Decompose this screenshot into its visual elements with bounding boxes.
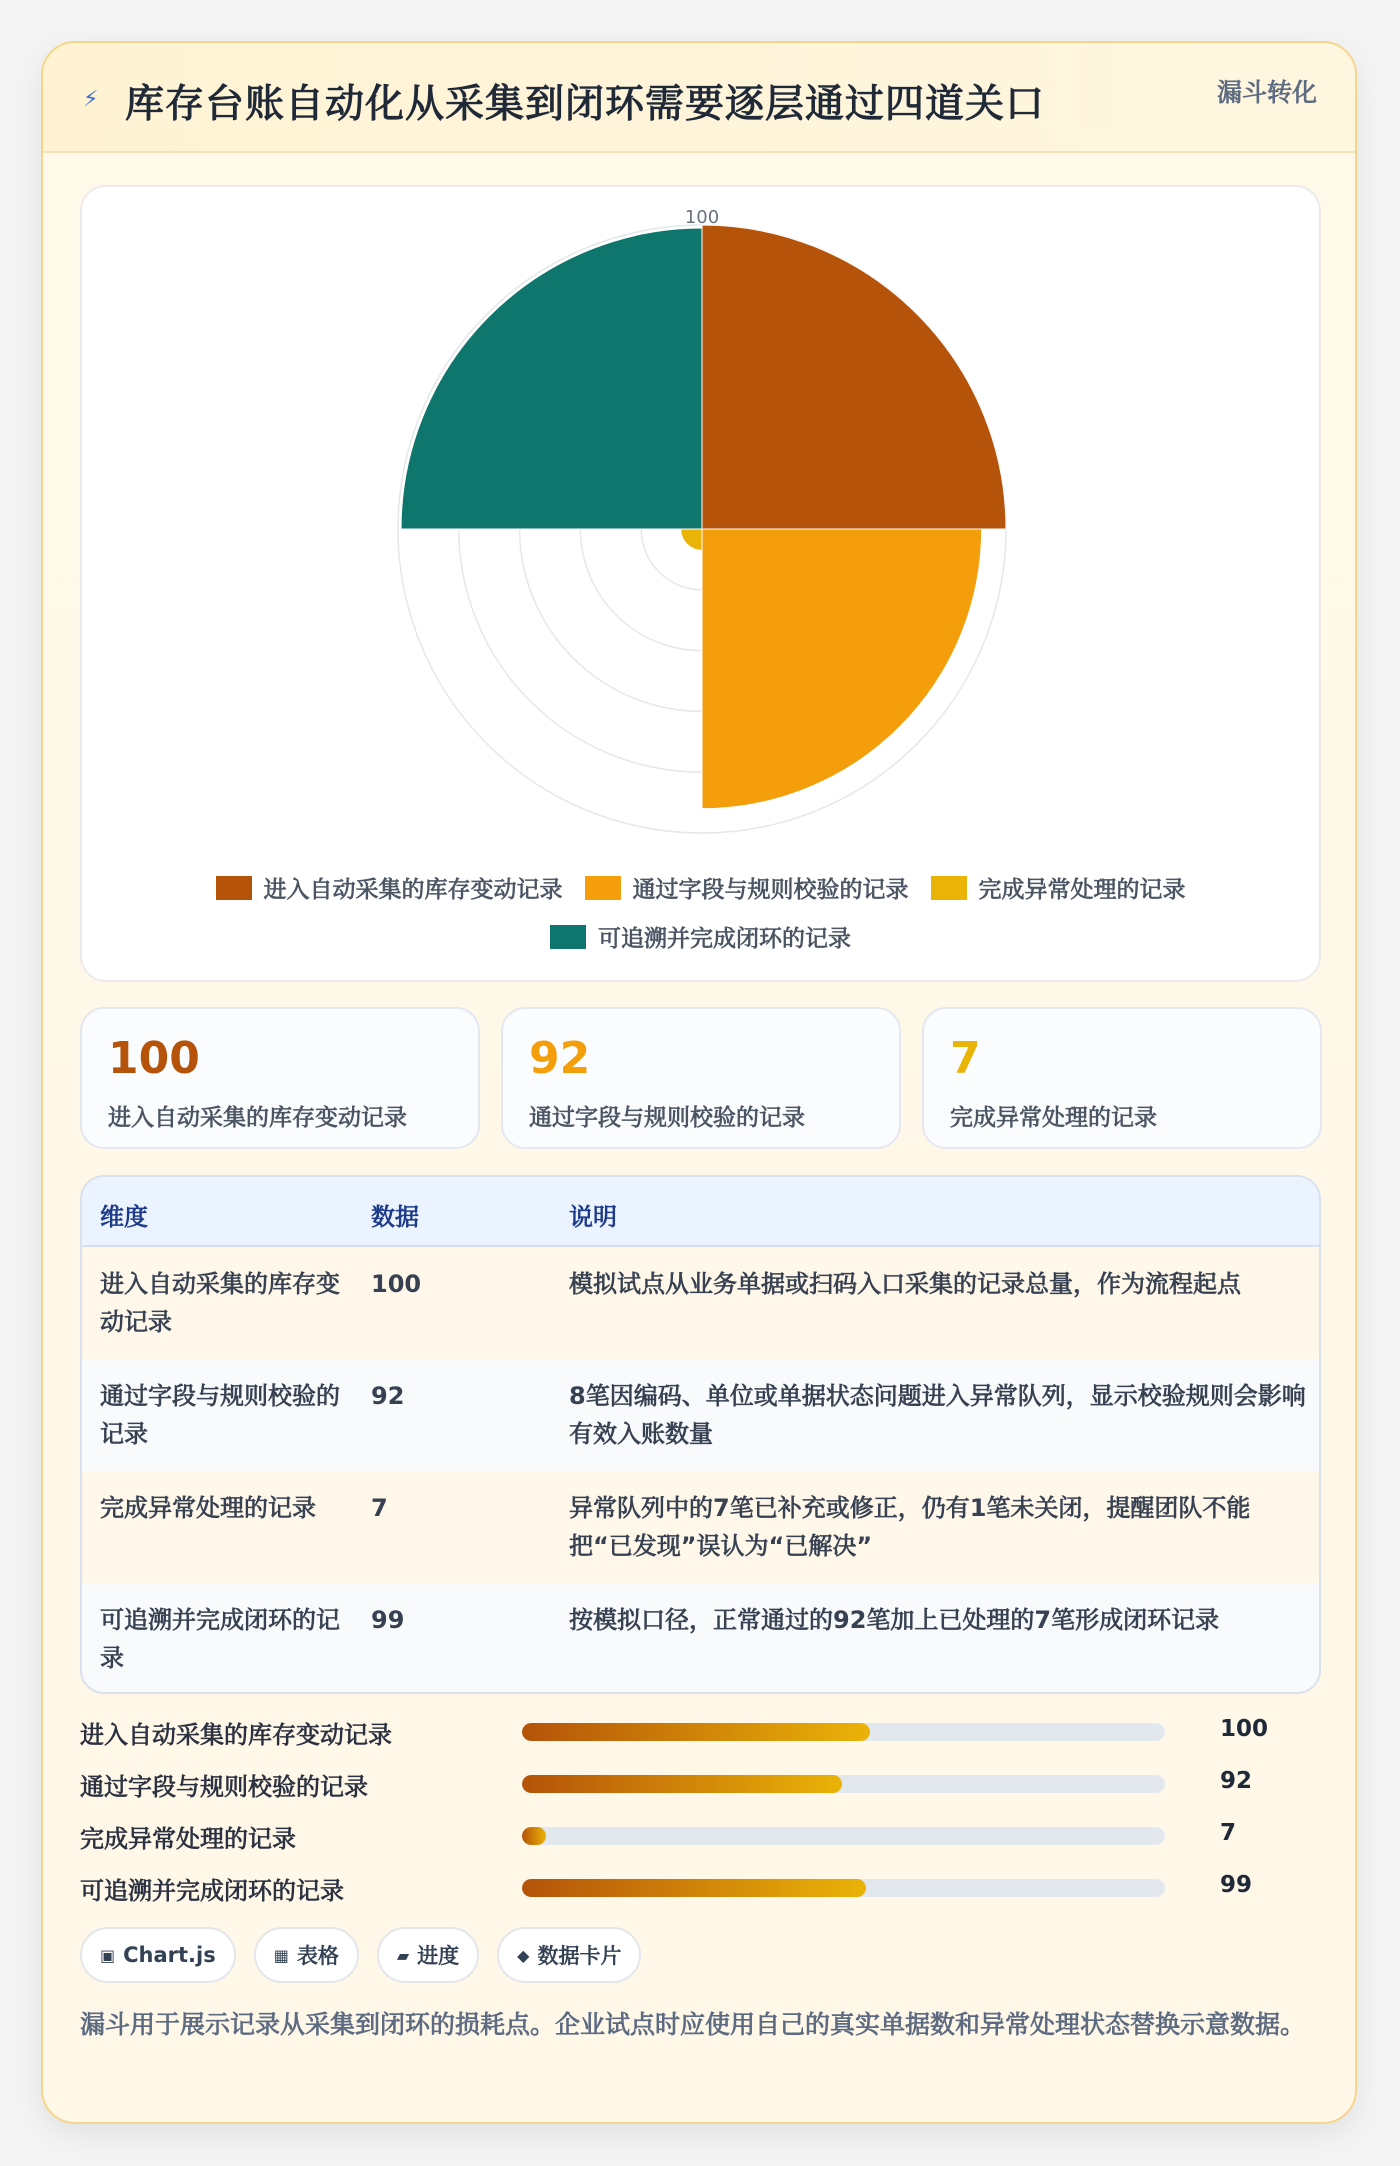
cell-value: 92 [371, 1382, 405, 1410]
cell-value: 100 [371, 1270, 422, 1298]
stat-label: 进入自动采集的库存变动记录 [108, 1105, 407, 1131]
cell-description: 按模拟口径，正常通过的92笔加上已处理的7笔形成闭环记录 [569, 1606, 1220, 1634]
cell-description: 异常队列中的7笔已补充或修正，仍有1笔未关闭，提醒团队不能把“已发现”误认为“已解决” [569, 1494, 1251, 1560]
legend-swatch [931, 876, 967, 900]
progress-fill [522, 1775, 842, 1793]
chip-label: 进度 [417, 1944, 460, 1968]
table-row [82, 1583, 1319, 1694]
legend-swatch [216, 876, 252, 900]
progress-value: 99 [1220, 1872, 1253, 1898]
legend-label: 完成异常处理的记录 [978, 877, 1186, 903]
progress-label: 可追溯并完成闭环的记录 [80, 1877, 344, 1905]
polar-segment[interactable] [681, 529, 702, 550]
progress-fill [522, 1723, 870, 1741]
column-header: 维度 [100, 1203, 148, 1231]
progress-row [80, 1763, 1321, 1803]
footnote: 漏斗用于展示记录从采集到闭环的损耗点。企业试点时应使用自己的真实单据数和异常处理状态替换示意数据。 [80, 2010, 1306, 2039]
cell-description: 8笔因编码、单位或单据状态问题进入异常队列，显示校验规则会影响有效入账数量 [569, 1382, 1306, 1448]
column-header: 数据 [371, 1203, 419, 1231]
progress-track [522, 1723, 1165, 1741]
legend-label: 进入自动采集的库存变动记录 [263, 877, 563, 903]
chip-table[interactable] [254, 1927, 359, 1983]
progress-value: 92 [1220, 1768, 1253, 1794]
stat-value: 7 [950, 1033, 981, 1084]
progress-row [80, 1711, 1321, 1751]
polar-area-chart [82, 187, 1323, 867]
progress-track [522, 1775, 1165, 1793]
legend-item[interactable] [585, 871, 909, 904]
cell-dimension: 完成异常处理的记录 [100, 1494, 316, 1522]
chart-legend [82, 871, 1319, 953]
stat-card [80, 1007, 480, 1149]
progress-row [80, 1815, 1321, 1855]
progress-label: 进入自动采集的库存变动记录 [80, 1721, 392, 1749]
progress-track [522, 1827, 1165, 1845]
table-icon: ▦ [273, 1945, 289, 1965]
progress-fill [522, 1827, 546, 1845]
progress-value: 100 [1220, 1716, 1269, 1742]
table-row [82, 1471, 1319, 1585]
chart-icon: ▣ [100, 1945, 116, 1965]
stat-card [501, 1007, 901, 1149]
table-row [82, 1359, 1319, 1473]
tech-chips [80, 1927, 641, 1983]
legend-label: 可追溯并完成闭环的记录 [598, 926, 851, 952]
progress-value: 7 [1220, 1820, 1237, 1846]
main-card [41, 41, 1357, 2124]
stat-value: 100 [108, 1033, 200, 1084]
r-axis-tick-label: 100 [684, 207, 720, 228]
card-icon: ◆ [517, 1945, 530, 1965]
progress-icon: ▰ [396, 1945, 410, 1965]
cell-description: 模拟试点从业务单据或扫码入口采集的记录总量，作为流程起点 [569, 1270, 1241, 1298]
cell-value: 99 [371, 1606, 405, 1634]
chip-label: 表格 [296, 1944, 339, 1968]
stat-label: 完成异常处理的记录 [950, 1105, 1157, 1131]
stat-value: 92 [529, 1033, 591, 1084]
column-header: 说明 [569, 1203, 617, 1231]
cell-value: 7 [371, 1494, 388, 1522]
progress-row [80, 1867, 1321, 1907]
table-row [82, 1247, 1319, 1361]
table-header [82, 1177, 1319, 1247]
polar-segment[interactable] [401, 228, 702, 529]
legend-item[interactable] [931, 871, 1186, 904]
chip-chartjs[interactable] [80, 1927, 236, 1983]
polar-segment[interactable] [702, 225, 1006, 529]
progress-fill [522, 1879, 866, 1897]
progress-track [522, 1879, 1165, 1897]
legend-label: 通过字段与规则校验的记录 [632, 877, 909, 903]
stat-card [922, 1007, 1322, 1149]
data-table [80, 1175, 1321, 1694]
legend-swatch [550, 925, 586, 949]
progress-label: 通过字段与规则校验的记录 [80, 1773, 368, 1801]
chip-data-card[interactable] [497, 1927, 641, 1983]
lightning-icon: ⚡ [83, 87, 99, 112]
chart-type-tag: 漏斗转化 [1216, 78, 1317, 107]
page-title: 库存台账自动化从采集到闭环需要逐层通过四道关口 [125, 82, 1046, 127]
legend-item[interactable] [550, 920, 851, 953]
stat-label: 通过字段与规则校验的记录 [529, 1105, 805, 1131]
legend-item[interactable] [216, 871, 563, 904]
chip-label: 数据卡片 [537, 1944, 622, 1968]
chip-progress[interactable] [377, 1927, 479, 1983]
card-header [43, 43, 1355, 153]
cell-dimension: 通过字段与规则校验的记录 [100, 1382, 340, 1448]
progress-label: 完成异常处理的记录 [80, 1825, 296, 1853]
cell-dimension: 可追溯并完成闭环的记录 [100, 1606, 340, 1672]
chart-panel [80, 185, 1321, 982]
cell-dimension: 进入自动采集的库存变动记录 [100, 1270, 340, 1336]
chip-label: Chart.js [123, 1943, 216, 1967]
legend-swatch [585, 876, 621, 900]
polar-segment[interactable] [702, 529, 982, 809]
